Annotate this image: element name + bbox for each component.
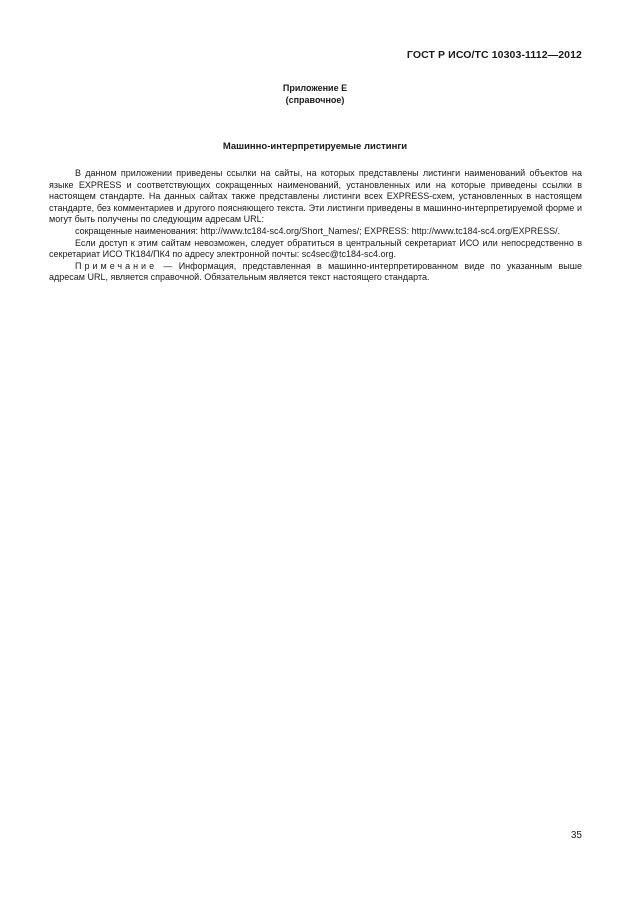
section-title: Машинно-интерпретируемые листинги [222, 141, 408, 152]
paragraph-contact: Если доступ к этим сайтам невозможен, следует обратиться в центральный секретариат ИСО или непосредственно в секретариат ИСО ТК184/ПК4 по адресу электронной почты: sc4sec@tc184-sc4.org. [49, 237, 582, 260]
appendix-subtitle: (справочное) [285, 95, 345, 105]
paragraph-intro: В данном приложении приведены ссылки на сайты, на которых представлены листинги наименований объектов на языке EXPRESS и соответствующих сокращенных наименований, установленных или на которые приведены ссылки в настоящем стандарте. На данных сайтах также представлены листинги всех EXPRESS-схем, установленных в настоящем стандарте, без комментариев и другого поясняющего текста. Эти листинги приведены в машинно-интерпретируемой форме и могут быть получены по следующим адресам URL: [49, 168, 582, 225]
paragraph-note [49, 261, 582, 284]
appendix-title: Приложение Е [282, 83, 348, 93]
standard-designation: ГОСТ Р ИСО/ТС 10303-1112—2012 [406, 49, 582, 61]
note-text: — Информация, представленная в машинно-интерпретированном виде по указанным выше адресам URL, является справочной. Обязательным является текст настоящего стандарта. [49, 260, 582, 283]
page-number: 35 [570, 830, 582, 841]
body-text [49, 168, 582, 284]
appendix-heading [0, 82, 630, 106]
note-label: Примечание [75, 260, 158, 271]
paragraph-urls: сокращенные наименования: http://www.tc184-sc4.org/Short_Names/; EXPRESS: http://www.tc184-sc4.org/EXPRESS/. [75, 225, 561, 236]
